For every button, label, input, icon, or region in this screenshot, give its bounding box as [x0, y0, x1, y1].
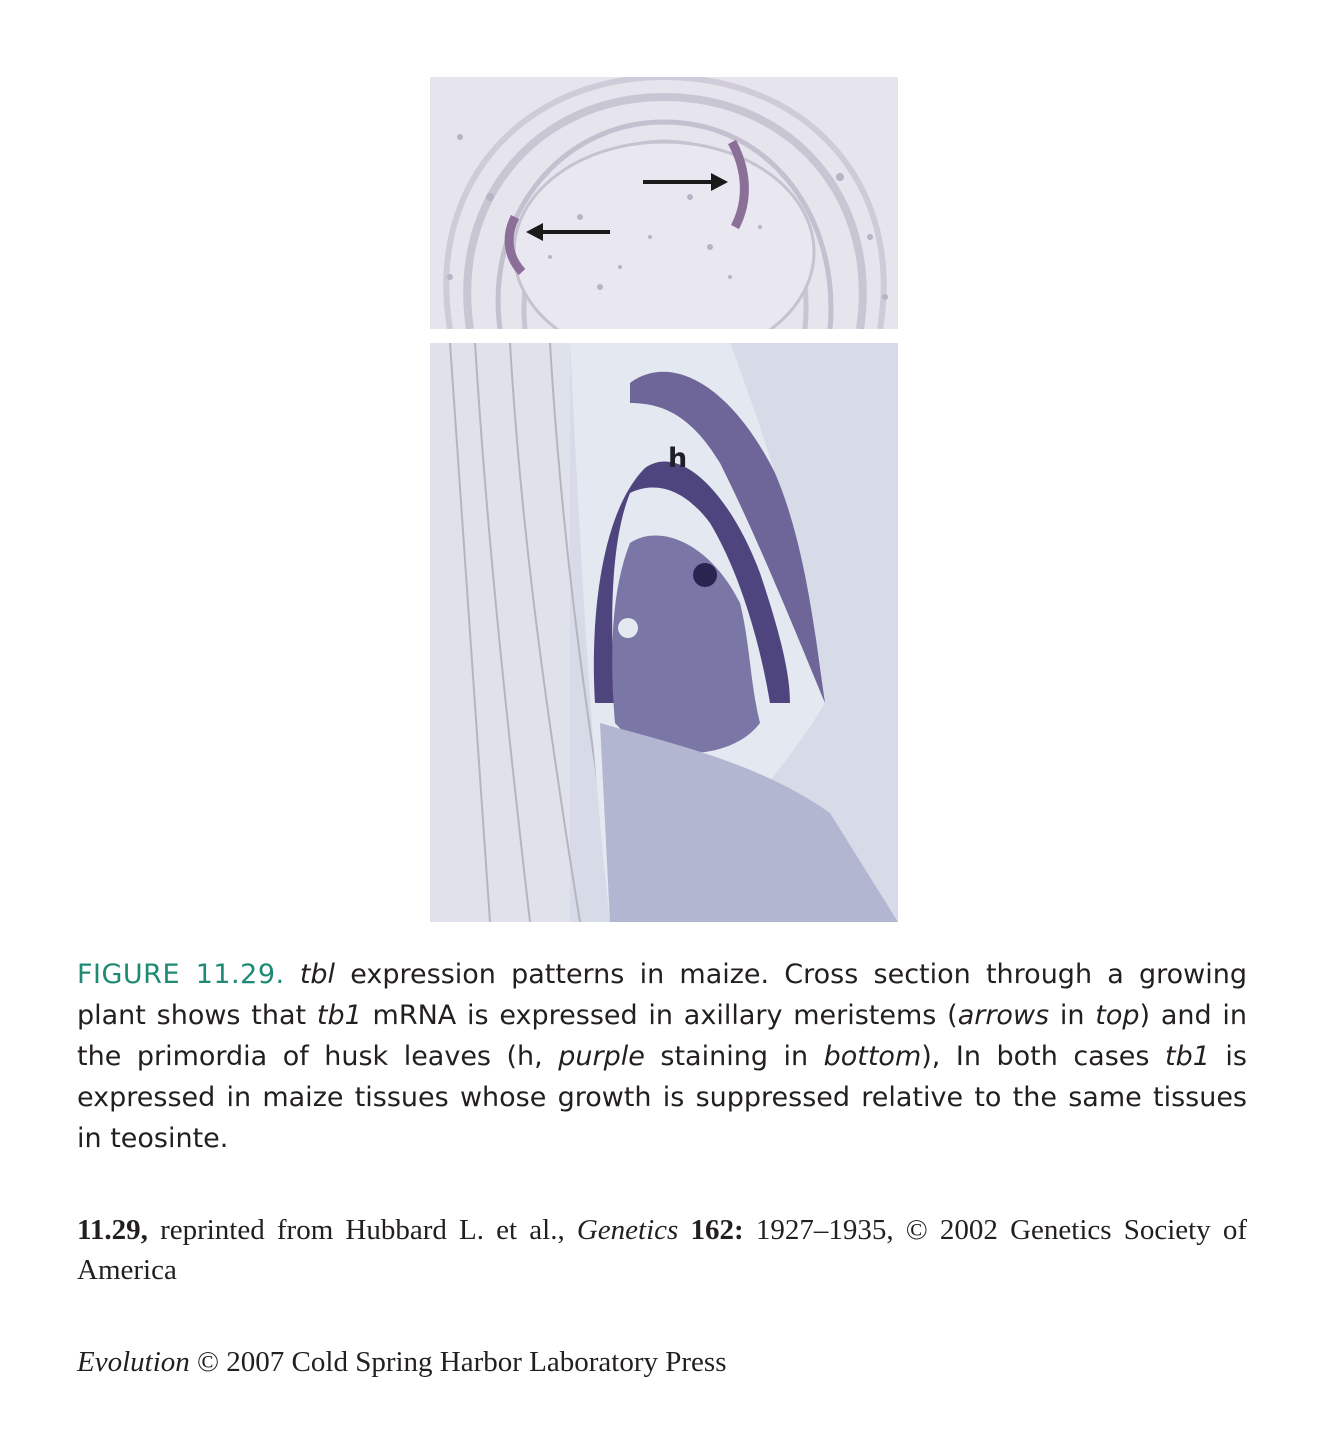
caption-tb1-a: tb1 — [316, 1000, 362, 1031]
husk-label: h — [668, 443, 688, 474]
cross-section-image — [430, 77, 898, 329]
credit-volume: 162: — [678, 1214, 744, 1246]
figure-number: FIGURE 11.29. — [77, 959, 285, 990]
caption-arrows: arrows — [957, 1000, 1050, 1031]
credit-text-1: reprinted from Hubbard L. et al., — [147, 1214, 577, 1246]
book-copyright — [77, 1342, 1247, 1382]
micrograph-top-panel — [430, 77, 898, 329]
micrograph-bottom-panel — [430, 343, 898, 922]
caption-text-2: mRNA is expressed in axillary meristems ( — [361, 1000, 958, 1031]
caption-gene: tbl — [299, 959, 336, 990]
copyright-text: © 2007 Cold Spring Harbor Laboratory Press — [189, 1346, 727, 1378]
caption-bottom: bottom — [823, 1041, 922, 1072]
caption-text-1: expression patterns in maize. Cross section through a growing plant shows that — [77, 959, 1248, 1031]
caption-text-7: is expressed in maize tissues whose growth is suppressed relative to the same tissues in teosinte. — [77, 1041, 1247, 1154]
caption-tb1-b: tb1 — [1165, 1041, 1210, 1072]
husk-primordia-image — [430, 343, 898, 922]
caption-purple: purple — [558, 1041, 645, 1072]
caption-text-3: in — [1049, 1000, 1096, 1031]
caption-top: top — [1095, 1000, 1140, 1031]
caption-text-4: ) and in the primordia of husk leaves (h, — [77, 1000, 1247, 1072]
figure-credit — [77, 1210, 1247, 1290]
credit-journal: Genetics — [576, 1214, 679, 1246]
book-title: Evolution — [77, 1346, 190, 1378]
credit-text-2: 1927–1935, © 2002 Genetics Society of America — [77, 1214, 1247, 1286]
credit-number: 11.29, — [77, 1214, 148, 1246]
caption-text-6: ), In both cases — [921, 1041, 1165, 1072]
figure-caption — [77, 954, 1247, 1159]
caption-text-5: staining in — [644, 1041, 824, 1072]
